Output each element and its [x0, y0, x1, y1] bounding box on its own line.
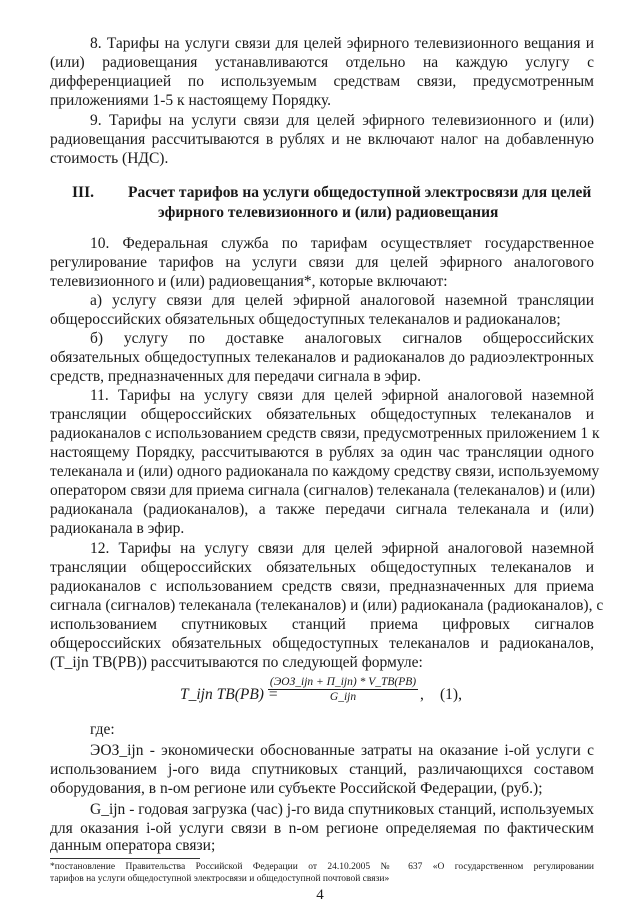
formula-comma: , — [420, 686, 424, 703]
p10-line-1: 10. Федеральная служба по тарифам осуществляет государственное — [90, 235, 594, 252]
p12-line-3: радиоканалов с использованием средств связи, предназначенных для приема — [50, 578, 594, 595]
def-g-line-2: для оказания i-ой услуги связи в n-ом регионе определяемая по фактическим — [50, 820, 594, 837]
p8-line-2: (или) радиовещания устанавливаются отдельно на каждую услугу с — [50, 54, 594, 71]
p9-line-1: 9. Тарифы на услуги связи для целей эфирного телевизионного и (или) — [90, 112, 594, 129]
formula-number: (1), — [440, 686, 462, 703]
p11-line-6: оператором связи для приема сигнала (сигналов) телеканала (телеканалов) и (или) — [50, 482, 596, 499]
def-eoz-line-2: использованием j-ого вида спутниковых станций, различающихся составом — [50, 761, 594, 778]
p10-item-b-line-2: обязательных общедоступных телеканалов и радиоканалов до радиоэлектронных — [50, 349, 594, 366]
p11-line-7: радиоканала (радиоканалов), а также передачи сигнала телеканала и (или) — [50, 501, 594, 518]
p10-item-a-line-1: а) услугу связи для целей эфирной аналоговой наземной трансляции — [90, 292, 594, 309]
section-title-line-2: эфирного телевизионного и (или) радиовещания — [158, 204, 499, 221]
formula-numerator: (ЭОЗ_ijn + П_ijn) * V_ТВ(РВ) — [269, 676, 417, 688]
def-eoz-line-1: ЭОЗ_ijn - экономически обоснованные затраты на оказание i-ой услуги с — [90, 742, 594, 759]
p12-line-6: общероссийских обязательных общедоступных телеканалов и радиоканалов, — [50, 635, 594, 652]
formula-fraction — [268, 676, 418, 703]
p8-line-4: приложениями 1-5 к настоящему Порядку. — [50, 92, 332, 109]
p8-line-1: 8. Тарифы на услуги связи для целей эфирного телевизионного вещания и — [90, 35, 594, 52]
p11-line-5: телеканала и (или) одного радиоканала по каждому средству связи, используемому — [50, 463, 600, 480]
p11-line-3: радиоканалов с использованием средств связи, предусмотренных приложением 1 к — [50, 425, 600, 442]
footnote-line-1: *постановление Правительства Российской Федерации от 24.10.2005 № 637 «О государственном регулировании — [50, 862, 594, 872]
section-number: III. — [72, 184, 94, 201]
p10-item-b-line-1: б) услугу по доставке аналоговых сигналов общероссийских — [90, 330, 594, 347]
p12-line-1: 12. Тарифы на услугу связи для целей эфирной аналоговой наземной — [90, 540, 594, 557]
p11-line-1: 11. Тарифы на услугу связи для целей эфирной аналоговой наземной — [90, 387, 594, 404]
formula-denominator: G_ijn — [329, 691, 357, 703]
p10-line-2: регулирование тарифов на услуги связи для целей эфирного аналогового — [50, 254, 594, 271]
section-title-line-1: Расчет тарифов на услуги общедоступной электросвязи для целей — [128, 184, 592, 201]
p11-line-8: радиоканала в эфир. — [50, 520, 185, 537]
p11-line-2: трансляции общероссийских обязательных общедоступных телеканалов и — [50, 406, 594, 423]
def-eoz-line-3: оборудования, в n-ом регионе или субъекте Российской Федерации, (руб.); — [50, 780, 543, 797]
formula-1 — [180, 676, 480, 716]
p10-item-a-line-2: общероссийских обязательных общедоступных телеканалов и радиоканалов; — [50, 311, 561, 328]
p10-line-3: телевизионного и (или) радиовещания*, которые включают: — [50, 273, 448, 290]
page-number: 4 — [316, 887, 324, 903]
formula-lhs: T_ijn ТВ(РВ) = — [180, 686, 279, 703]
p12-line-4: сигнала (сигналов) телеканала (телеканалов) и (или) радиоканала (радиоканалов), с — [50, 597, 604, 614]
p8-line-3: дифференциацией по используемым средствам связи, предусмотренным — [50, 73, 594, 90]
p9-line-2: радиовещания рассчитываются в рублях и не включают налог на добавленную — [50, 131, 594, 148]
p10-item-b-line-3: средств, предназначенных для передачи сигнала в эфир. — [50, 368, 422, 385]
p12-line-2: трансляции общероссийских обязательных общедоступных телеканалов и — [50, 559, 594, 576]
footnote-line-2: тарифов на услуги общедоступной электросвязи и общедоступной почтовой связи» — [50, 874, 390, 884]
p12-line-5: использованием спутниковых станций приема цифровых сигналов — [50, 616, 594, 633]
p9-line-3: стоимость (НДС). — [50, 150, 169, 167]
footnote-rule — [50, 858, 200, 859]
p11-line-4: настоящему Порядку, рассчитываются в рублях за один час трансляции одного — [50, 444, 594, 461]
def-g-line-3: данным оператора связи; — [50, 837, 216, 854]
def-g-line-1: G_ijn - годовая загрузка (час) j-го вида спутниковых станций, используемых — [90, 801, 594, 818]
p12-line-7: (T_ijn ТВ(РВ)) рассчитываются по следующей формуле: — [50, 654, 423, 671]
where-label: где: — [90, 721, 115, 738]
